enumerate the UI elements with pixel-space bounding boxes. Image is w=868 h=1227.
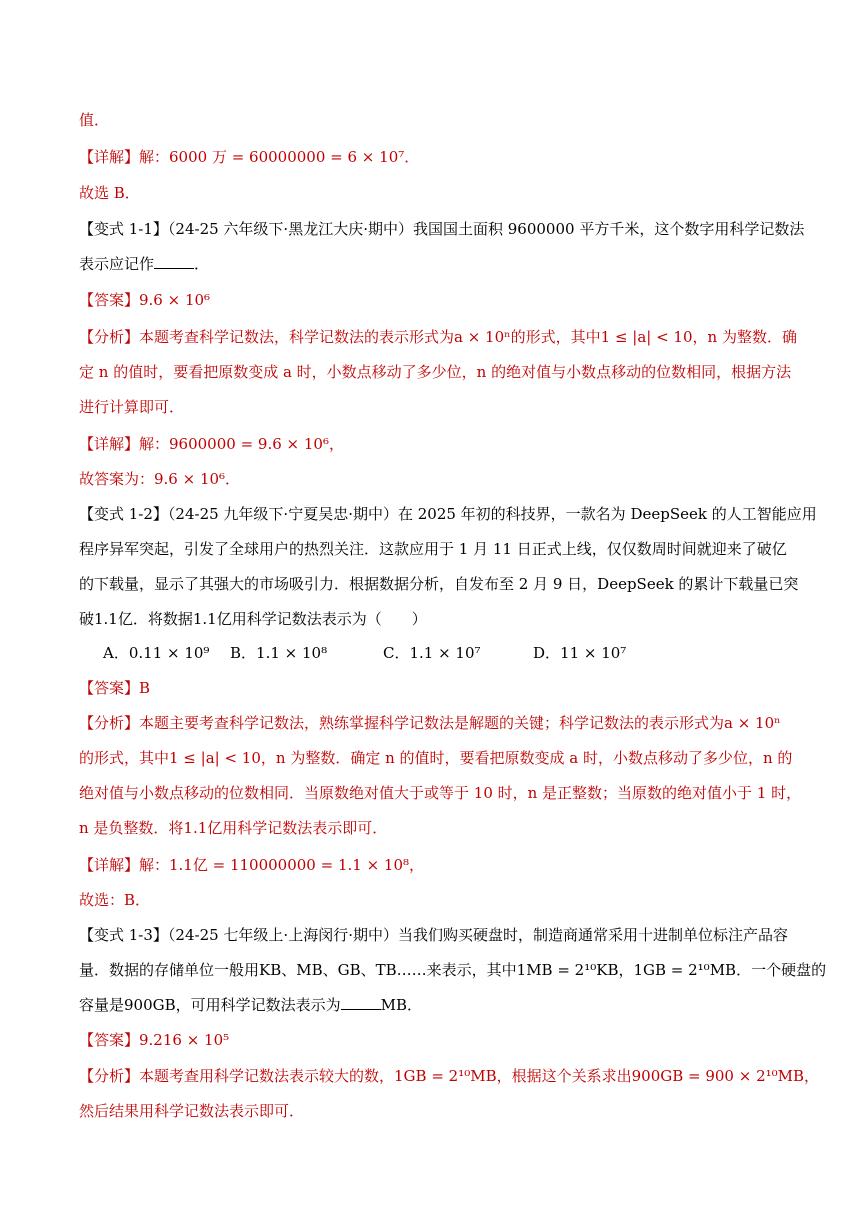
question-line: 【变式 1-3】（24-25 七年级上·上海闵行·期中）当我们购买硬盘时，制造商通常采用十进制单位标注产品容 [79, 926, 788, 944]
question-line: 【变式 1-1】（24-25 六年级下·黑龙江大庆·期中）我国国土面积 9600000 平方千米，这个数字用科学记数法 [79, 220, 805, 238]
text-line: 值． [79, 111, 110, 129]
question-line: 程序异军突起，引发了全球用户的热烈关注．这款应用于 1 月 11 日正式上线，仅仅数周时间就迎来了破亿 [79, 540, 787, 558]
detail-line: 【详解】解：1.1亿 = 110000000 = 1.1 × 10⁸， [79, 856, 425, 874]
analysis-line: 【分析】本题考查用科学记数法表示较大的数，1GB = 2¹⁰MB，根据这个关系求出900GB = 900 × 2¹⁰MB， [79, 1067, 820, 1085]
question-line [79, 254, 808, 274]
analysis-line: n 是负整数．将1.1亿用科学记数法表示即可． [79, 819, 388, 837]
answer-line: 【答案】9.216 × 10⁵ [79, 1031, 230, 1049]
conclusion-line: 故选：B． [79, 891, 151, 909]
analysis-line: 定 n 的值时，要看把原数变成 a 时，小数点移动了多少位，n 的绝对值与小数点移动的位数相同，根据方法 [79, 363, 792, 381]
option-b: B．1.1 × 10⁸ [230, 644, 328, 662]
question-line: 量．数据的存储单位一般用KB、MB、GB、TB……来表示，其中1MB = 2¹⁰KB，1GB = 2¹⁰MB．一个硬盘的 [79, 961, 827, 979]
analysis-line: 然后结果用科学记数法表示即可． [79, 1102, 305, 1120]
analysis-line: 【分析】本题主要考查科学记数法，熟练掌握科学记数法是解题的关键；科学记数法的表示形式为a × 10ⁿ [79, 714, 781, 732]
analysis-line: 的形式，其中1 ≤ |a| < 10，n 为整数．确定 n 的值时，要看把原数变成 a 时，小数点移动了多少位，n 的 [79, 749, 793, 767]
question-text: 表示应记作 [79, 255, 155, 273]
analysis-line: 绝对值与小数点移动的位数相同．当原数绝对值大于或等于 10 时，n 是正整数；当原数的绝对值小于 1 时， [79, 784, 802, 802]
conclusion-line: 故选 B． [79, 184, 140, 202]
option-a: A．0.11 × 10⁹ [103, 644, 210, 662]
conclusion-line: 故答案为：9.6 × 10⁶． [79, 470, 241, 488]
analysis-line: 【分析】本题考查科学记数法，科学记数法的表示形式为a × 10ⁿ的形式，其中1 ≤ |a| < 10，n 为整数．确 [79, 328, 797, 346]
question-line: 的下载量，显示了其强大的市场吸引力．根据数据分析，自发布至 2 月 9 日，DeepSeek 的累计下载量已突 [79, 575, 799, 593]
detail-line: 【详解】解：9600000 = 9.6 × 10⁶， [79, 435, 344, 453]
option-c: C．1.1 × 10⁷ [383, 644, 481, 662]
question-text: MB． [380, 996, 423, 1014]
answer-blank [154, 254, 194, 269]
answer-line: 【答案】9.6 × 10⁶ [79, 291, 211, 309]
analysis-line: 进行计算即可． [79, 398, 185, 416]
question-text: 容量是900GB，可用科学记数法表示为 [79, 996, 341, 1014]
detail-line: 【详解】解：6000 万 = 60000000 = 6 × 10⁷． [79, 148, 420, 166]
question-line [79, 995, 808, 1015]
question-text: ． [194, 255, 210, 273]
answer-line: 【答案】B [79, 679, 151, 697]
question-line: 破1.1亿．将数据1.1亿用科学记数法表示为（ ） [79, 610, 427, 628]
question-line: 【变式 1-2】（24-25 九年级下·宁夏吴忠·期中）在 2025 年初的科技界，一款名为 DeepSeek 的人工智能应用 [79, 505, 817, 523]
option-d: D．11 × 10⁷ [533, 644, 627, 662]
answer-blank [341, 995, 381, 1010]
